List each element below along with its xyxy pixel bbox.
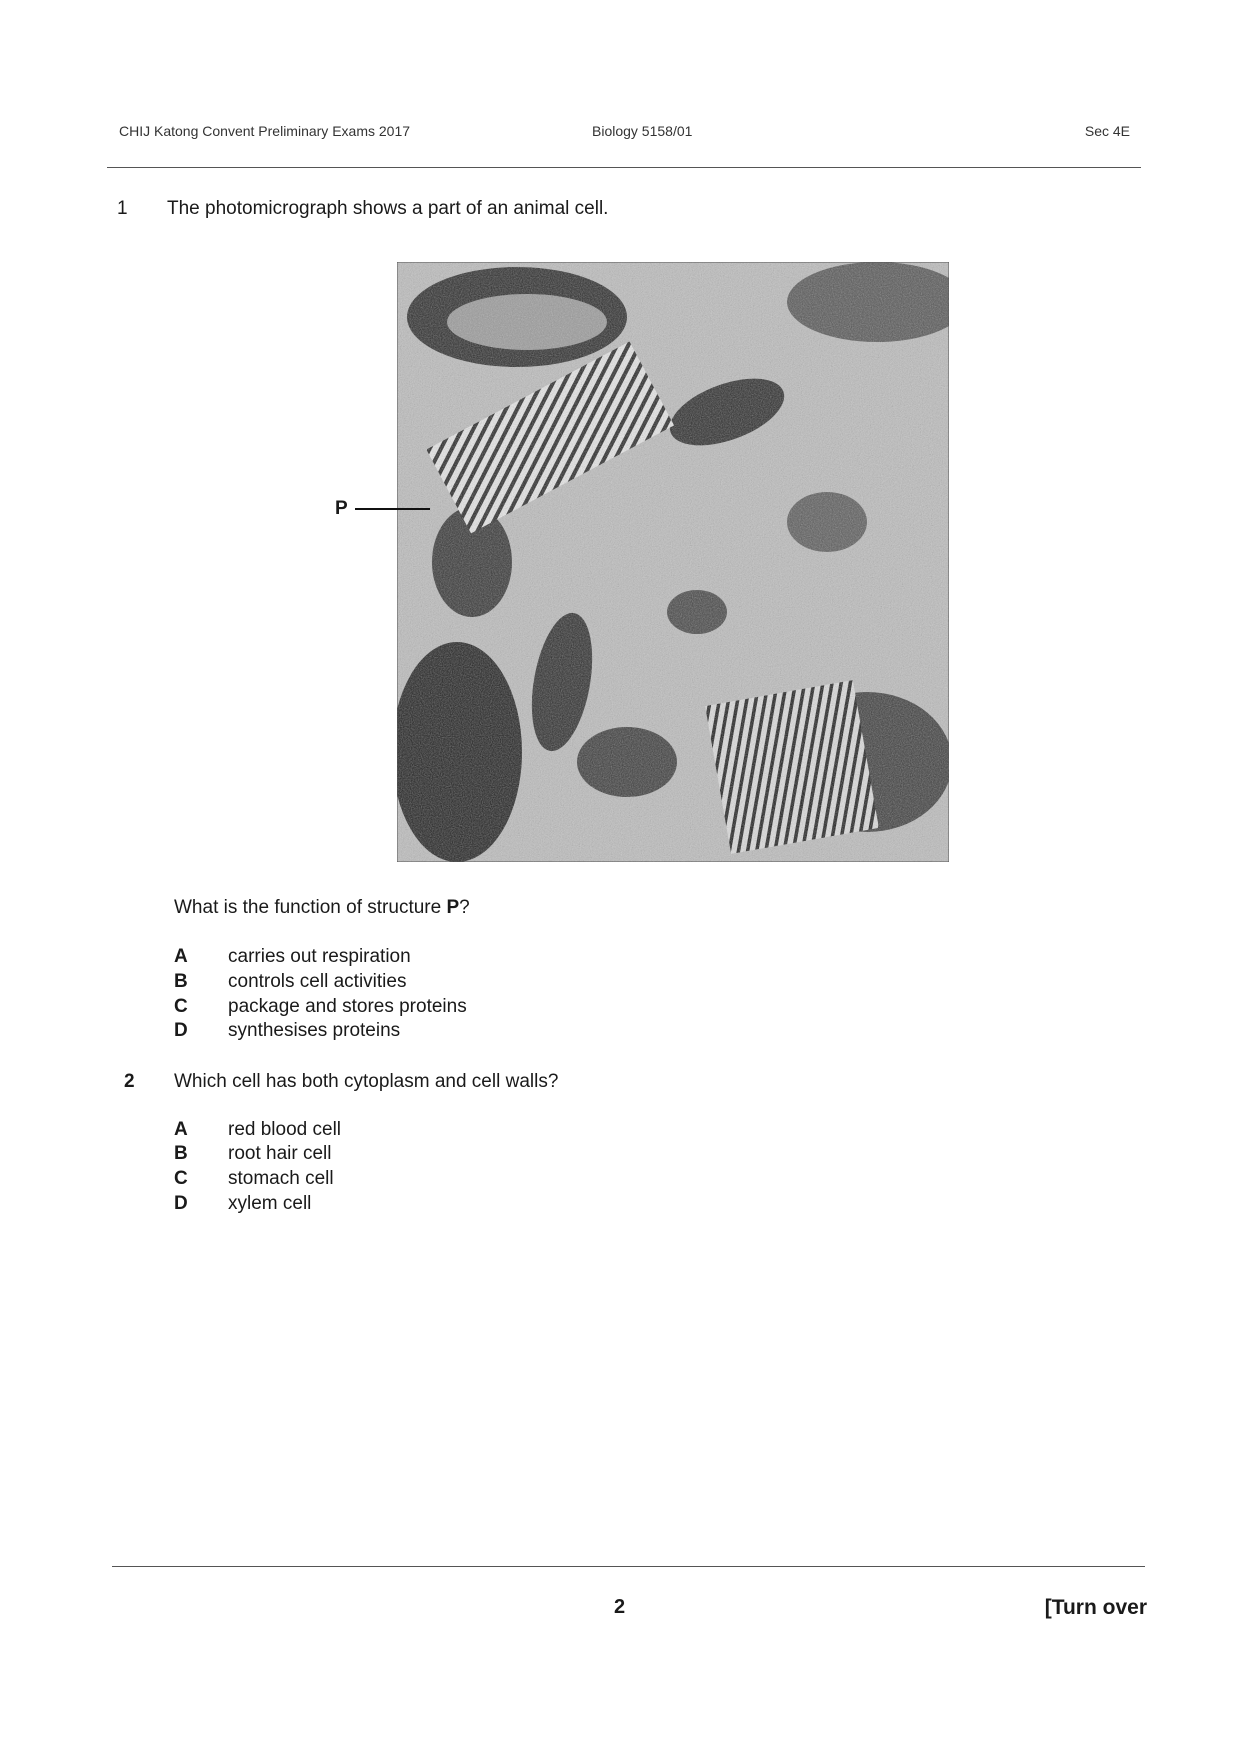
q1-option-d-text: synthesises proteins bbox=[228, 1020, 401, 1041]
header-school: CHIJ Katong Convent Preliminary Exams 2017 bbox=[119, 123, 411, 139]
pointer-label-p: P bbox=[335, 498, 348, 519]
header-divider bbox=[107, 167, 1141, 168]
q1-option-b-letter: B bbox=[174, 971, 188, 992]
q2-option-d-letter: D bbox=[174, 1193, 188, 1214]
q2-option-b-letter: B bbox=[174, 1143, 188, 1164]
q2-option-a-letter: A bbox=[174, 1119, 188, 1140]
q1-option-d-letter: D bbox=[174, 1020, 188, 1041]
q1-option-c-text: package and stores proteins bbox=[228, 996, 467, 1017]
turn-over-label: [Turn over bbox=[1044, 1596, 1147, 1619]
q1-option-a-text: carries out respiration bbox=[228, 946, 411, 967]
q2-option-d-text: xylem cell bbox=[228, 1193, 312, 1214]
q1-option-b-text: controls cell activities bbox=[228, 971, 407, 992]
q2-number: 2 bbox=[124, 1071, 135, 1092]
q2-option-c-text: stomach cell bbox=[228, 1168, 334, 1189]
page-number: 2 bbox=[614, 1596, 626, 1618]
header-class: Sec 4E bbox=[1084, 123, 1130, 139]
q1-number: 1 bbox=[117, 198, 128, 219]
q2-option-b-text: root hair cell bbox=[228, 1143, 332, 1164]
pointer-line bbox=[355, 508, 430, 510]
header-subject: Biology 5158/01 bbox=[592, 123, 693, 139]
q1-text: The photomicrograph shows a part of an animal cell. bbox=[167, 198, 609, 219]
q2-option-c-letter: C bbox=[174, 1168, 188, 1189]
photomicrograph bbox=[397, 262, 949, 862]
footer-divider bbox=[112, 1566, 1145, 1567]
q1-option-c-letter: C bbox=[174, 996, 188, 1017]
q1-question: What is the function of structure P? bbox=[174, 897, 470, 918]
q2-text: Which cell has both cytoplasm and cell walls? bbox=[174, 1071, 559, 1092]
q1-option-a-letter: A bbox=[174, 946, 188, 967]
q2-option-a-text: red blood cell bbox=[228, 1119, 342, 1140]
